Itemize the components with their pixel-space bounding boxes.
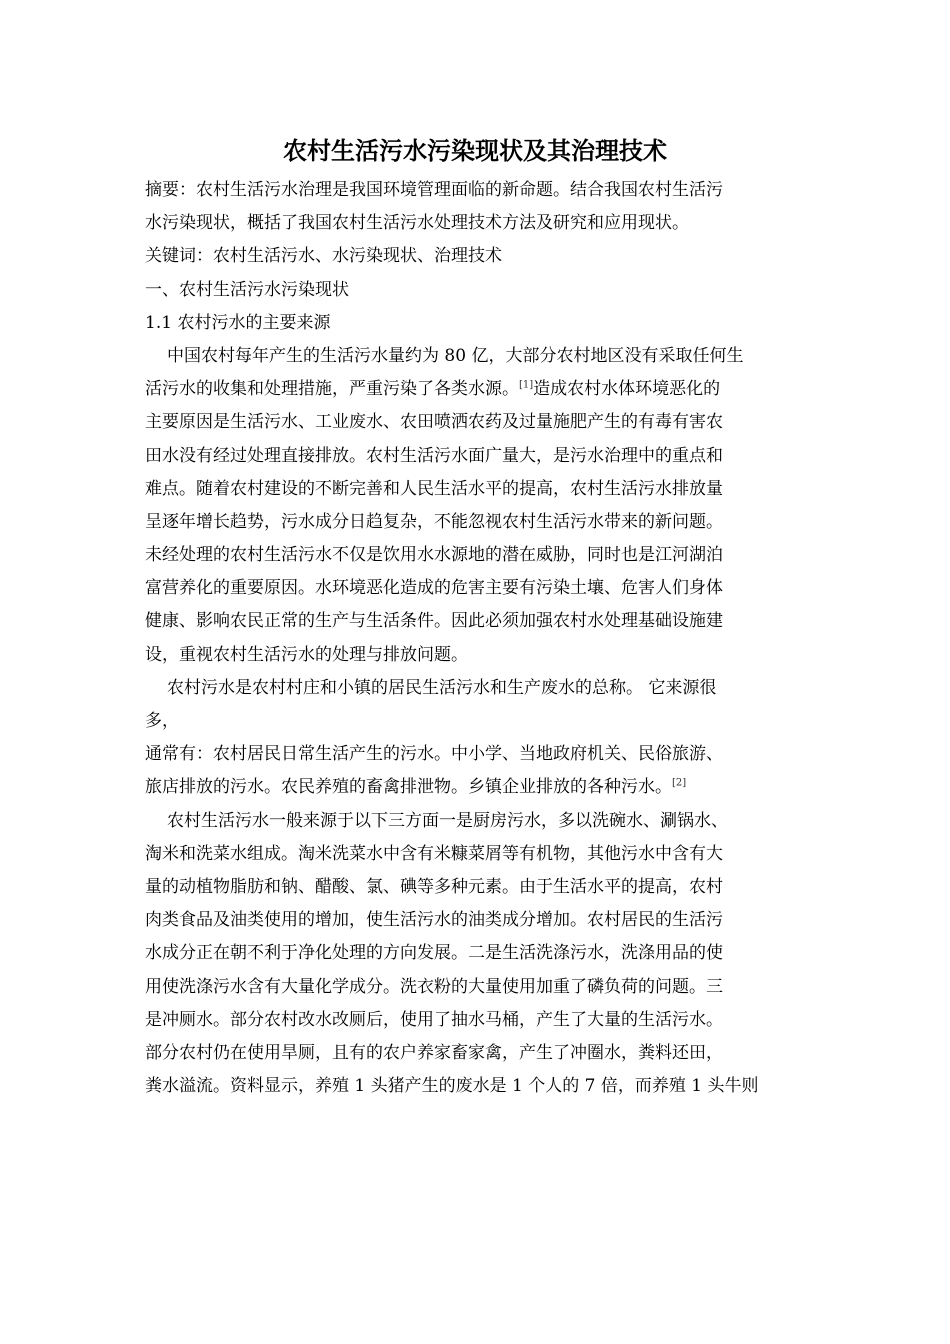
line-text: 通常有：农村居民日常生活产生的污水。中小学、当地政府机关、民俗旅游、: [145, 744, 723, 765]
line-text: 摘要：农村生活污水治理是我国环境管理面临的新命题。结合我国农村生活污: [145, 180, 723, 200]
text-line: [145, 440, 807, 473]
text-line: [145, 904, 807, 937]
text-line: [145, 937, 807, 970]
line-text: 农村生活污水一般来源于以下三方面一是厨房污水，多以洗碗水、涮锅水、: [167, 810, 728, 831]
text-line: [145, 174, 807, 207]
line-text: 淘米和洗菜水组成。淘米洗菜水中含有米糠菜屑等有机物，其他污水中含有大: [145, 843, 723, 864]
text-line: [145, 1037, 807, 1070]
document-body: [145, 174, 807, 1103]
text-line: [145, 1070, 807, 1103]
text-line: [145, 672, 807, 705]
line-text: 是冲厕水。部分农村改水改厕后，使用了抽水马桶，产生了大量的生活污水。: [145, 1009, 723, 1030]
line-text: 中国农村每年产生的生活污水量约为 80 亿，大部分农村地区没有采取任何生: [167, 345, 744, 366]
line-text: 多，: [145, 711, 179, 731]
text-line: [145, 473, 807, 506]
citation-ref: [2]: [672, 777, 687, 789]
text-line: [145, 373, 807, 406]
line-text: 呈逐年增长趋势，污水成分日趋复杂，不能忽视农村生活污水带来的新问题。: [145, 511, 723, 532]
line-text: 富营养化的重要原因。水环境恶化造成的危害主要有污染土壤、危害人们身体: [145, 578, 723, 599]
text-line: [145, 506, 807, 539]
line-text: 关键词：农村生活污水、水污染现状、治理技术: [145, 246, 502, 267]
text-line: [145, 838, 807, 871]
line-text: 难点。随着农村建设的不断完善和人民生活水平的提高，农村生活污水排放量: [145, 478, 723, 499]
text-line: [145, 1004, 807, 1037]
text-line: [145, 738, 807, 771]
line-text: 部分农村仍在使用旱厕，且有的农户养家畜家禽，产生了冲圈水，粪料还田，: [145, 1042, 723, 1063]
text-line: [145, 805, 807, 838]
line-text-after-ref: 造成农村水体环境恶化的: [533, 379, 721, 400]
text-line: [145, 639, 807, 672]
text-line: [145, 871, 807, 904]
text-line: [145, 406, 807, 439]
line-text: 1.1 农村污水的主要来源: [145, 312, 331, 333]
text-line: [145, 274, 807, 307]
line-text: 肉类食品及油类使用的增加，使生活污水的油类成分增加。农村居民的生活污: [145, 910, 723, 931]
line-text: 健康、影响农民正常的生产与生活条件。因此必须加强农村水处理基础设施建: [145, 611, 723, 632]
text-line: [145, 572, 807, 605]
line-text: 田水没有经过处理直接排放。农村生活污水面广量大，是污水治理中的重点和: [145, 445, 723, 466]
line-text: 水污染现状，概括了我国农村生活污水处理技术方法及研究和应用现状。: [145, 213, 689, 234]
line-text: 农村污水是农村村庄和小镇的居民生活污水和生产废水的总称。 它来源很: [167, 677, 717, 698]
line-text: 主要原因是生活污水、工业废水、农田喷洒农药及过量施肥产生的有毒有害农: [145, 412, 723, 433]
line-text: 旅店排放的污水。农民养殖的畜禽排泄物。乡镇企业排放的各种污水。: [145, 777, 672, 798]
text-line: [145, 539, 807, 572]
text-line: [145, 307, 807, 340]
line-text: 未经处理的农村生活污水不仅是饮用水水源地的潜在威胁，同时也是江河湖泊: [145, 545, 723, 566]
line-text: 一、农村生活污水污染现状: [145, 279, 349, 300]
line-text: 粪水溢流。资料显示，养殖 1 头猪产生的废水是 1 个人的 7 倍，而养殖 1 头牛则: [145, 1076, 759, 1097]
text-line: [145, 705, 807, 738]
line-text: 用使洗涤污水含有大量化学成分。洗衣粉的大量使用加重了磷负荷的问题。三: [145, 976, 723, 997]
text-line: [145, 207, 807, 240]
text-line: [145, 240, 807, 273]
text-line: [145, 605, 807, 638]
line-text: 水成分正在朝不利于净化处理的方向发展。二是生活洗涤污水，洗涤用品的使: [145, 943, 723, 964]
text-line: [145, 971, 807, 1004]
line-text: 量的动植物脂肪和钠、醋酸、氯、碘等多种元素。由于生活水平的提高，农村: [145, 876, 723, 897]
line-text: 活污水的收集和处理措施，严重污染了各类水源。: [145, 379, 519, 400]
citation-ref: [1]: [519, 379, 534, 391]
text-line: [145, 771, 807, 804]
line-text: 设，重视农村生活污水的处理与排放问题。: [145, 644, 468, 665]
document-title: 农村生活污水污染现状及其治理技术: [283, 136, 667, 165]
text-line: [145, 340, 807, 373]
